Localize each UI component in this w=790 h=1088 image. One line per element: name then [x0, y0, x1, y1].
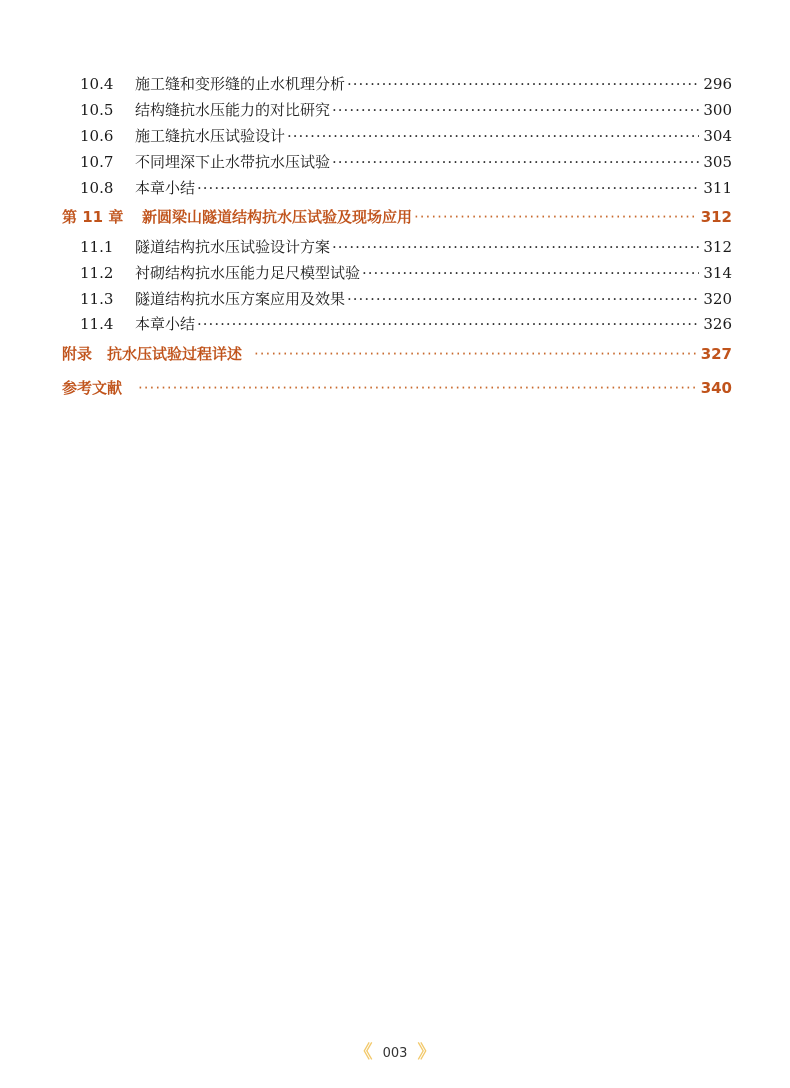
section-title: 隧道结构抗水压试验设计方案: [135, 238, 331, 256]
page-number: 312: [703, 238, 732, 256]
toc-entry-10-7[interactable]: [80, 152, 732, 172]
page-number: 311: [703, 179, 732, 197]
page-footer: [0, 1038, 790, 1064]
section-title: 结构缝抗水压能力的对比研究: [135, 101, 331, 119]
section-number: 10.7: [80, 153, 114, 171]
toc-chapter-11[interactable]: [62, 207, 732, 227]
toc-entry-11-3[interactable]: [80, 289, 732, 309]
leader-dots: [414, 207, 697, 227]
page-number: 304: [703, 127, 732, 145]
leader-dots: [197, 314, 699, 334]
appendix-title: 附录 抗水压试验过程详述: [62, 345, 243, 363]
leader-dots: [197, 178, 699, 198]
toc-appendix[interactable]: [62, 344, 732, 364]
leader-dots: [362, 263, 699, 283]
page-number: 305: [703, 153, 732, 171]
chevron-left-icon: 《: [354, 1042, 373, 1063]
page-number: 296: [703, 75, 732, 93]
chapter-number: 第 11 章: [62, 208, 124, 226]
toc-entry-10-5[interactable]: [80, 100, 732, 120]
toc-references[interactable]: [62, 378, 732, 398]
toc-entry-10-4[interactable]: [80, 74, 732, 94]
footer-page-number: 003: [382, 1046, 408, 1061]
page-number: 340: [700, 379, 732, 397]
section-number: 10.5: [80, 101, 114, 119]
toc-entry-11-4[interactable]: [80, 314, 732, 334]
section-number: 10.6: [80, 127, 114, 145]
leader-dots: [254, 344, 697, 364]
leader-dots: [332, 152, 699, 172]
section-title: 本章小结: [135, 179, 196, 197]
chapter-title: 新圆梁山隧道结构抗水压试验及现场应用: [142, 208, 413, 226]
section-number: 10.4: [80, 75, 114, 93]
leader-dots: [347, 74, 699, 94]
section-title: 施工缝和变形缝的止水机理分析: [135, 75, 346, 93]
toc-entry-11-1[interactable]: [80, 237, 732, 257]
page-number: 320: [703, 290, 732, 308]
section-number: 11.2: [80, 264, 114, 282]
toc-entry-10-6[interactable]: [80, 126, 732, 146]
page-number: 300: [703, 101, 732, 119]
toc-entry-10-8[interactable]: [80, 178, 732, 198]
section-title: 本章小结: [135, 315, 196, 333]
section-title: 不同埋深下止水带抗水压试验: [135, 153, 331, 171]
section-number: 11.4: [80, 315, 114, 333]
section-number: 10.8: [80, 179, 114, 197]
leader-dots: [332, 100, 699, 120]
section-title: 衬砌结构抗水压能力足尺模型试验: [135, 264, 361, 282]
page-number: 314: [703, 264, 732, 282]
page-number: 312: [700, 208, 732, 226]
page-number: 327: [700, 345, 732, 363]
section-title: 施工缝抗水压试验设计: [135, 127, 286, 145]
leader-dots: [347, 289, 699, 309]
section-title: 隧道结构抗水压方案应用及效果: [135, 290, 346, 308]
leader-dots: [138, 378, 697, 398]
section-number: 11.3: [80, 290, 114, 308]
toc-entry-11-2[interactable]: [80, 263, 732, 283]
page-number: 326: [703, 315, 732, 333]
section-number: 11.1: [80, 238, 114, 256]
leader-dots: [332, 237, 699, 257]
references-title: 参考文献: [62, 379, 123, 397]
chevron-right-icon: 》: [417, 1042, 436, 1063]
leader-dots: [287, 126, 699, 146]
